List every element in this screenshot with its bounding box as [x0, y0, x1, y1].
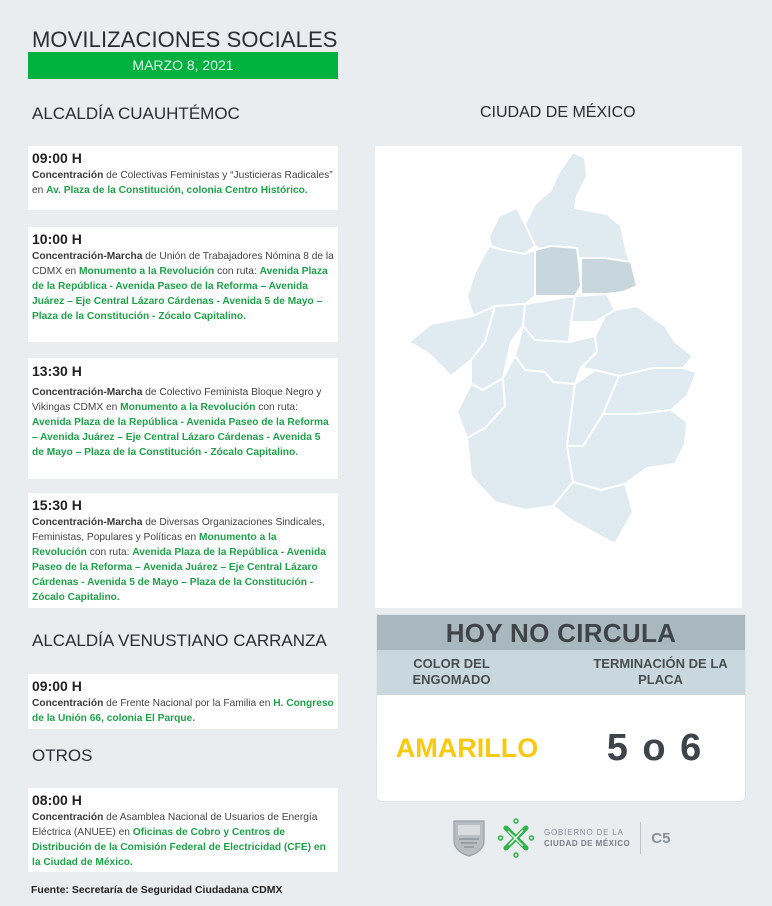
event-text: de Frente Nacional por la Familia en: [103, 698, 274, 709]
map-region-venustiano-carranza: [581, 258, 637, 294]
event-time: 13:30 H: [32, 363, 82, 379]
date-banner: MARZO 8, 2021: [28, 52, 338, 79]
event-text: de Asamblea Nacional de Usuarios de Energía Eléctrica (ANUEE) en: [32, 812, 318, 838]
event-time: 09:00 H: [32, 150, 82, 166]
government-line-1: GOBIERNO DE LA: [544, 828, 624, 837]
cdmx-map: [375, 146, 742, 608]
event-text: con ruta:: [214, 266, 260, 277]
event-description: [32, 515, 334, 605]
engomado-color-value: AMARILLO: [395, 732, 539, 763]
event-time: 08:00 H: [32, 792, 82, 808]
event-type: Concentración: [32, 698, 104, 709]
event-place: Oficinas de Cobro y Centros de Distribución de la Comisión Federal de Electricidad (CFE) en la Ciudad de México.: [32, 827, 326, 868]
event-type: Concentración: [32, 812, 104, 823]
event-card: [28, 146, 338, 210]
event-place: Monumento a la Revolución: [120, 402, 256, 413]
c5-logo: C5: [651, 829, 671, 847]
section-heading-venustiano-carranza: ALCALDÍA VENUSTIANO CARRANZA: [32, 631, 327, 650]
event-card: [28, 227, 338, 342]
event-type: Concentración-Marcha: [32, 251, 143, 262]
footer-logos: [452, 816, 670, 860]
hoy-no-circula-labels: [377, 650, 745, 695]
event-time: 09:00 H: [32, 678, 82, 694]
hoy-no-circula-title: HOY NO CIRCULA: [377, 615, 745, 650]
map-region-gam: [525, 152, 631, 264]
event-text: de Colectivo Feminista Bloque Negro y Vikingas CDMX en: [32, 387, 322, 413]
event-place: H. Congreso de la Unión 66, colonia El Parque.: [32, 698, 334, 724]
event-description: [32, 696, 334, 726]
map-region-cuauhtemoc: [535, 246, 581, 296]
event-place: Monumento a la Revolución: [79, 266, 215, 277]
event-text: con ruta:: [255, 402, 298, 413]
event-description: [32, 810, 334, 870]
cdmx-map-svg: [375, 146, 742, 608]
event-description: [32, 385, 334, 460]
event-card: [28, 493, 338, 608]
event-card: [28, 674, 338, 729]
event-text: de Colectivas Feministas y “Justicieras Radicales” en: [32, 170, 333, 196]
event-route: Avenida Plaza de la República - Avenida Paseo de la Reforma – Avenida Juárez – Eje Central Lázaro Cárdenas - Avenida 5 de Mayo – Plaza de la Constitución - Zócalo Capitalino.: [32, 417, 329, 458]
section-heading-cuauhtemoc: ALCALDÍA CUAUHTÉMOC: [32, 104, 240, 123]
event-place: Monumento a la Revolución: [32, 532, 277, 558]
event-type: Concentración-Marcha: [32, 517, 143, 528]
event-text: de Unión de Trabajadores Nómina 8 de la CDMX en: [32, 251, 334, 277]
section-heading-otros: OTROS: [32, 746, 93, 765]
event-time: 15:30 H: [32, 497, 82, 513]
event-card: [28, 788, 338, 872]
event-card: [28, 358, 338, 479]
event-place: Av. Plaza de la Constitución, colonia Centro Histórico.: [46, 185, 308, 196]
page-title: MOVILIZACIONES SOCIALES: [32, 27, 338, 52]
event-route: Avenida Plaza de la República - Avenida Paseo de la Reforma – Avenida Juárez – Eje Central Lázaro Cárdenas - Avenida 5 de Mayo – Plaza de la Constitución - Zócalo Capitalino.: [32, 266, 328, 322]
placa-label: TERMINACIÓN DE LA PLACA: [593, 656, 728, 687]
event-text: con ruta:: [86, 547, 133, 558]
event-description: [32, 249, 334, 324]
source-note: Fuente: Secretaría de Seguridad Ciudadana CDMX: [31, 884, 283, 896]
event-type: Concentración: [32, 170, 104, 181]
cdmx-coat-of-arms-icon: [452, 819, 486, 857]
event-route: Avenida Plaza de la República - Avenida Paseo de la Reforma – Avenida Juárez – Eje Central Lázaro Cárdenas - Avenida 5 de Mayo – Plaza de la Constitución - Zócalo Capitalino.: [32, 547, 326, 603]
government-line-2: CIUDAD DE MÉXICO: [544, 839, 631, 848]
logo-divider: [640, 822, 641, 854]
engomado-label: COLOR DEL ENGOMADO: [412, 656, 491, 687]
cdmx-government-logo-icon: [498, 818, 534, 858]
map-region-south: [553, 482, 633, 544]
event-type: Concentración-Marcha: [32, 387, 143, 398]
event-time: 10:00 H: [32, 231, 82, 247]
placa-value: 5 o 6: [606, 726, 704, 769]
hoy-no-circula-panel: [376, 614, 746, 802]
event-text: de Diversas Organizaciones Sindicales, Feministas, Populares y Políticas en: [32, 517, 325, 543]
event-description: [32, 168, 334, 198]
hoy-no-circula-values: [377, 695, 745, 801]
government-name: [544, 827, 630, 849]
map-title: CIUDAD DE MÉXICO: [480, 104, 636, 121]
